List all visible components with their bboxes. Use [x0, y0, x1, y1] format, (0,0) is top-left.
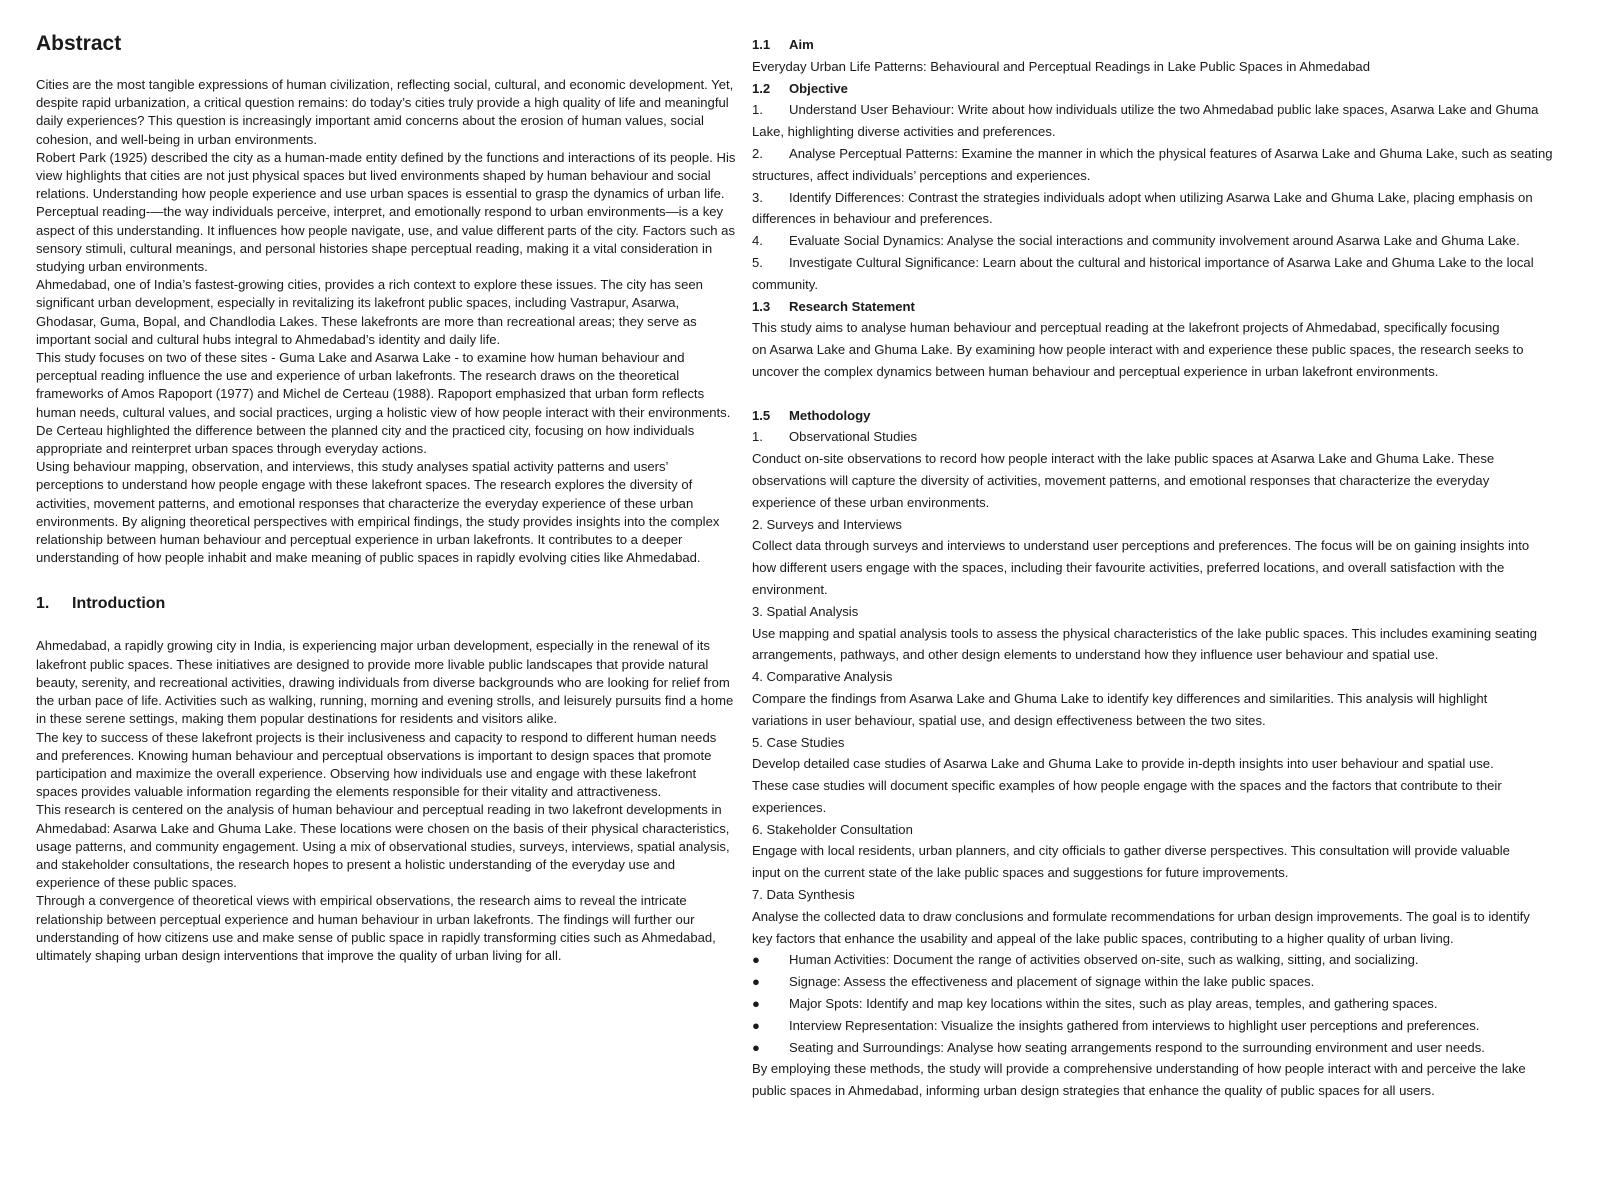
bullet-text: Signage: Assess the effectiveness and placement of signage within the lake public spaces.: [789, 974, 1315, 990]
introduction-paragraph: This research is centered on the analysis of human behaviour and perceptual reading in two lakefront developments in Ahmedabad: Asarwa Lake and Ghuma Lake. These locations were chosen on the basis of their physical characteristics, usage patterns, and community engagement. Using a mix of observational studies, surveys, interviews, spatial analysis, and stakeholder consultations, the research hopes to present a holistic understanding of the everyday use and experience of these public spaces.: [36, 802, 730, 891]
section-title: Objective: [789, 80, 848, 96]
bullet-icon: ●: [752, 1039, 760, 1055]
spacer: [752, 383, 1584, 405]
bullet-text: Major Spots: Identify and map key locations within the sites, such as play areas, temples, and gathering spaces.: [789, 996, 1438, 1012]
objective-item: [752, 252, 1584, 296]
item-text: Evaluate Social Dynamics: Analyse the social interactions and community involvement around Asarwa Lake and Ghuma Lake.: [789, 233, 1520, 249]
abstract-paragraph: Perceptual reading-—the way individuals perceive, interpret, and emotionally respond to urban environments—is a key aspect of this understanding. It influences how people navigate, use, and value different parts of the city. Factors such as sensory stimuli, cultural meanings, and personal histories shape perceptual reading, making it a vital consideration in studying urban environments.: [36, 204, 735, 275]
objective-item: [752, 230, 1584, 252]
abstract-paragraph: Using behaviour mapping, observation, and interviews, this study analyses spatial activity patterns and users’ perceptions to understand how people engage with these lakefront spaces. The research explores the diversity of activities, movement patterns, and emotional responses that characterize the everyday experience of these urban environments. By aligning theoretical perspectives with empirical findings, the study provides insights into the complex relationship between human behaviour and perceptual experience in urban lakefronts. It contributes to a deeper understanding of how people inhabit and make meaning of public spaces in rapidly evolving cities like Ahmedabad.: [36, 459, 720, 566]
abstract-paragraph: This study focuses on two of these sites - Guma Lake and Asarwa Lake - to examine how human behaviour and perceptual reading influence the use and experience of urban lakefronts. The research draws on the theoretical frameworks of Amos Rapoport (1977) and Michel de Certeau (1988). Rapoport emphasized that urban form reflects human needs, cultural values, and social practices, urging a holistic view of how people interact with their environments. De Certeau highlighted the difference between the planned city and the practiced city, focusing on how individuals appropriate and reinterpret urban spaces through everyday actions.: [36, 350, 731, 457]
methodology-line: Develop detailed case studies of Asarwa Lake and Ghuma Lake to provide in-depth insights into user behaviour and spatial use.: [752, 756, 1494, 772]
methodology-subheading: 5. Case Studies: [752, 734, 845, 750]
abstract-paragraph: Ahmedabad, one of India’s fastest-growing cities, provides a rich context to explore these issues. The city has seen significant urban development, especially in revitalizing its lakefront public spaces, including Vastrapur, Asarwa, Ghodasar, Guma, Bopal, and Chandlodia Lakes. These lakefronts are more than recreational areas; they serve as important social and cultural hubs integral to Ahmedabad’s identity and daily life.: [36, 277, 703, 347]
objective-item: [752, 143, 1584, 187]
section-number: 1.3: [752, 298, 771, 314]
research-statement-line: This study aims to analyse human behaviour and perceptual reading at the lakefront projects of Ahmedabad, specifically focusing: [752, 320, 1500, 336]
bullet-item: [752, 949, 1584, 971]
methodology-line: key factors that enhance the usability and appeal of the lake public spaces, contributing to a higher quality of urban living.: [752, 930, 1454, 946]
objective-item: [752, 187, 1584, 231]
methodology-subheading: 4. Comparative Analysis: [752, 669, 893, 685]
item-number: 5.: [752, 254, 763, 270]
item-text-continued: differences in behaviour and preferences.: [752, 211, 993, 227]
bullet-item: [752, 1037, 1584, 1059]
methodology-subheading: 6. Stakeholder Consultation: [752, 821, 913, 837]
item-text: Understand User Behaviour: Write about how individuals utilize the two Ahmedabad public lake spaces, Asarwa Lake and Ghuma: [789, 102, 1539, 118]
section-title: Methodology: [789, 407, 871, 423]
item-text-continued: Lake, highlighting diverse activities and preferences.: [752, 124, 1056, 140]
methodology-subheading: 2. Surveys and Interviews: [752, 516, 902, 532]
right-column: [752, 34, 1584, 1102]
introduction-paragraph: Through a convergence of theoretical views with empirical observations, the research aims to reveal the intricate relationship between perceptual experience and human behaviour in urban lakefronts. The findings will further our understanding of how citizens use and make sense of public space in rapidly transforming cities such as Ahmedabad, ultimately shaping urban design interventions that improve the quality of urban living for all.: [36, 893, 716, 963]
section-title: Aim: [789, 37, 814, 52]
item-number: 1.: [752, 429, 763, 445]
methodology-subheading: [752, 426, 1584, 448]
item-text: Analyse Perceptual Patterns: Examine the manner in which the physical features of Asarwa Lake and Ghuma Lake, such as seating: [789, 145, 1553, 161]
bullet-icon: ●: [752, 1017, 760, 1033]
item-text: Observational Studies: [789, 429, 918, 445]
research-statement-line: on Asarwa Lake and Ghuma Lake. By examining how people interact with and experience these public spaces, the research seeks to: [752, 342, 1524, 358]
methodology-line: variations in user behaviour, spatial use, and design effectiveness between the two sites.: [752, 712, 1266, 728]
methodology-line: experiences.: [752, 799, 827, 815]
bullet-icon: ●: [752, 952, 760, 968]
abstract-paragraph: Cities are the most tangible expressions of human civilization, reflecting social, cultural, and economic development. Yet, despite rapid urbanization, a critical question remains: do today’s cities truly provide a high quality of life and meaningful daily experiences? This question is increasingly important amid concerns about the erosion of human values, social cohesion, and well-being in urban environments.: [36, 77, 734, 147]
objective-item: [752, 99, 1584, 143]
methodology-line: Analyse the collected data to draw conclusions and formulate recommendations for urban design improvements. The goal is to identify: [752, 908, 1530, 924]
methodology-line: These case studies will document specific examples of how people engage with the spaces and the factors that contribute to their: [752, 778, 1502, 794]
methodology-line: input on the current state of the lake public spaces and suggestions for future improvements.: [752, 865, 1289, 881]
section-number: 1.5: [752, 407, 771, 423]
item-number: 3.: [752, 189, 763, 205]
item-text-continued: community.: [752, 276, 818, 292]
methodology-line: experience of these urban environments.: [752, 494, 990, 510]
section-number: 1.: [36, 595, 50, 613]
methodology-line: how different users engage with the spaces, including their favourite activities, preferred locations, and overall satisfaction with the: [752, 560, 1505, 576]
objective-heading: [752, 78, 1584, 100]
section-number: 1.1: [752, 37, 771, 52]
bullet-icon: ●: [752, 974, 760, 990]
methodology-line: Conduct on-site observations to record how people interact with the lake public spaces at Asarwa Lake and Ghuma Lake. These: [752, 451, 1495, 467]
aim-heading: [752, 34, 1584, 56]
methodology-line: Engage with local residents, urban planners, and city officials to gather diverse perspectives. This consultation will provide valuable: [752, 843, 1510, 859]
research-statement-line: uncover the complex dynamics between human behaviour and perceptual experience in urban lakefront environments.: [752, 363, 1439, 379]
bullet-item: [752, 993, 1584, 1015]
methodology-line: observations will capture the diversity of activities, movement patterns, and emotional responses that characterize the everyday: [752, 472, 1490, 488]
methodology-heading: [752, 405, 1584, 427]
bullet-text: Interview Representation: Visualize the insights gathered from interviews to highlight user perceptions and preferences.: [789, 1017, 1480, 1033]
introduction-paragraph: The key to success of these lakefront projects is their inclusiveness and capacity to respond to different human needs and preferences. Knowing human behaviour and perceptual observations is important to design spaces that promote participation and maximize the overall experience. Observing how individuals use and engage with these lakefront spaces provides valuable information regarding the elements responsible for their vitality and attractiveness.: [36, 729, 717, 800]
methodology-line: Collect data through surveys and interviews to understand user perceptions and preferences. The focus will be on gaining insights into: [752, 538, 1530, 554]
closing-line: public spaces in Ahmedabad, informing urban design strategies that enhance the quality of public spaces for all users.: [752, 1083, 1435, 1099]
methodology-line: Use mapping and spatial analysis tools to assess the physical characteristics of the lake public spaces. This includes examining seating: [752, 625, 1538, 641]
item-text: Identify Differences: Contrast the strategies individuals adopt when utilizing Asarwa Lake and Ghuma Lake, placing emphasis on: [789, 189, 1533, 205]
methodology-subheading: 3. Spatial Analysis: [752, 603, 859, 619]
bullet-text: Human Activities: Document the range of activities observed on-site, such as walking, sitting, and socializing.: [789, 952, 1419, 968]
methodology-line: arrangements, pathways, and other design elements to understand how they influence user behaviour and spatial use.: [752, 647, 1439, 663]
left-column: [36, 30, 736, 965]
item-number: 4.: [752, 233, 763, 249]
methodology-subheading: 7. Data Synthesis: [752, 887, 855, 903]
abstract-heading: Abstract: [36, 32, 122, 55]
section-title: Introduction: [72, 595, 166, 613]
section-title: Research Statement: [789, 298, 915, 314]
item-number: 1.: [752, 102, 763, 118]
introduction-paragraph: Ahmedabad, a rapidly growing city in India, is experiencing major urban development, especially in the renewal of its lakefront public spaces. These initiatives are designed to provide more livable public landscapes that provide natural beauty, serenity, and recreational activities, drawing individuals from diverse backgrounds who are looking for relief from the urban pace of life. Activities such as walking, running, morning and evening strolls, and leisurely pursuits find a home in these serene settings, making them popular destinations for residents and visitors alike.: [36, 638, 734, 727]
item-text: Investigate Cultural Significance: Learn about the cultural and historical importance of Asarwa Lake and Ghuma Lake to the local: [789, 254, 1534, 270]
methodology-line: environment.: [752, 581, 828, 597]
introduction-heading: [36, 593, 736, 615]
item-text-continued: structures, affect individuals’ perceptions and experiences.: [752, 167, 1091, 183]
bullet-text: Seating and Surroundings: Analyse how seating arrangements respond to the surrounding environment and user needs.: [789, 1039, 1485, 1055]
closing-line: By employing these methods, the study will provide a comprehensive understanding of how people interact with and perceive the lake: [752, 1061, 1526, 1077]
bullet-icon: ●: [752, 996, 760, 1012]
methodology-line: Compare the findings from Asarwa Lake and Ghuma Lake to identify key differences and similarities. This analysis will highlight: [752, 690, 1488, 706]
aim-text: Everyday Urban Life Patterns: Behavioural and Perceptual Readings in Lake Public Spaces in Ahmedabad: [752, 58, 1370, 74]
bullet-item: [752, 1015, 1584, 1037]
bullet-item: [752, 971, 1584, 993]
research-statement-heading: [752, 296, 1584, 318]
item-number: 2.: [752, 145, 763, 161]
abstract-paragraph: Robert Park (1925) described the city as a human-made entity defined by the functions and interactions of its people. His view highlights that cities are not just physical spaces but lived environments shaped by human behaviour and social relations. Understanding how people experience and use urban spaces is essential to grasp the dynamics of urban life.: [36, 149, 736, 202]
section-number: 1.2: [752, 80, 771, 96]
